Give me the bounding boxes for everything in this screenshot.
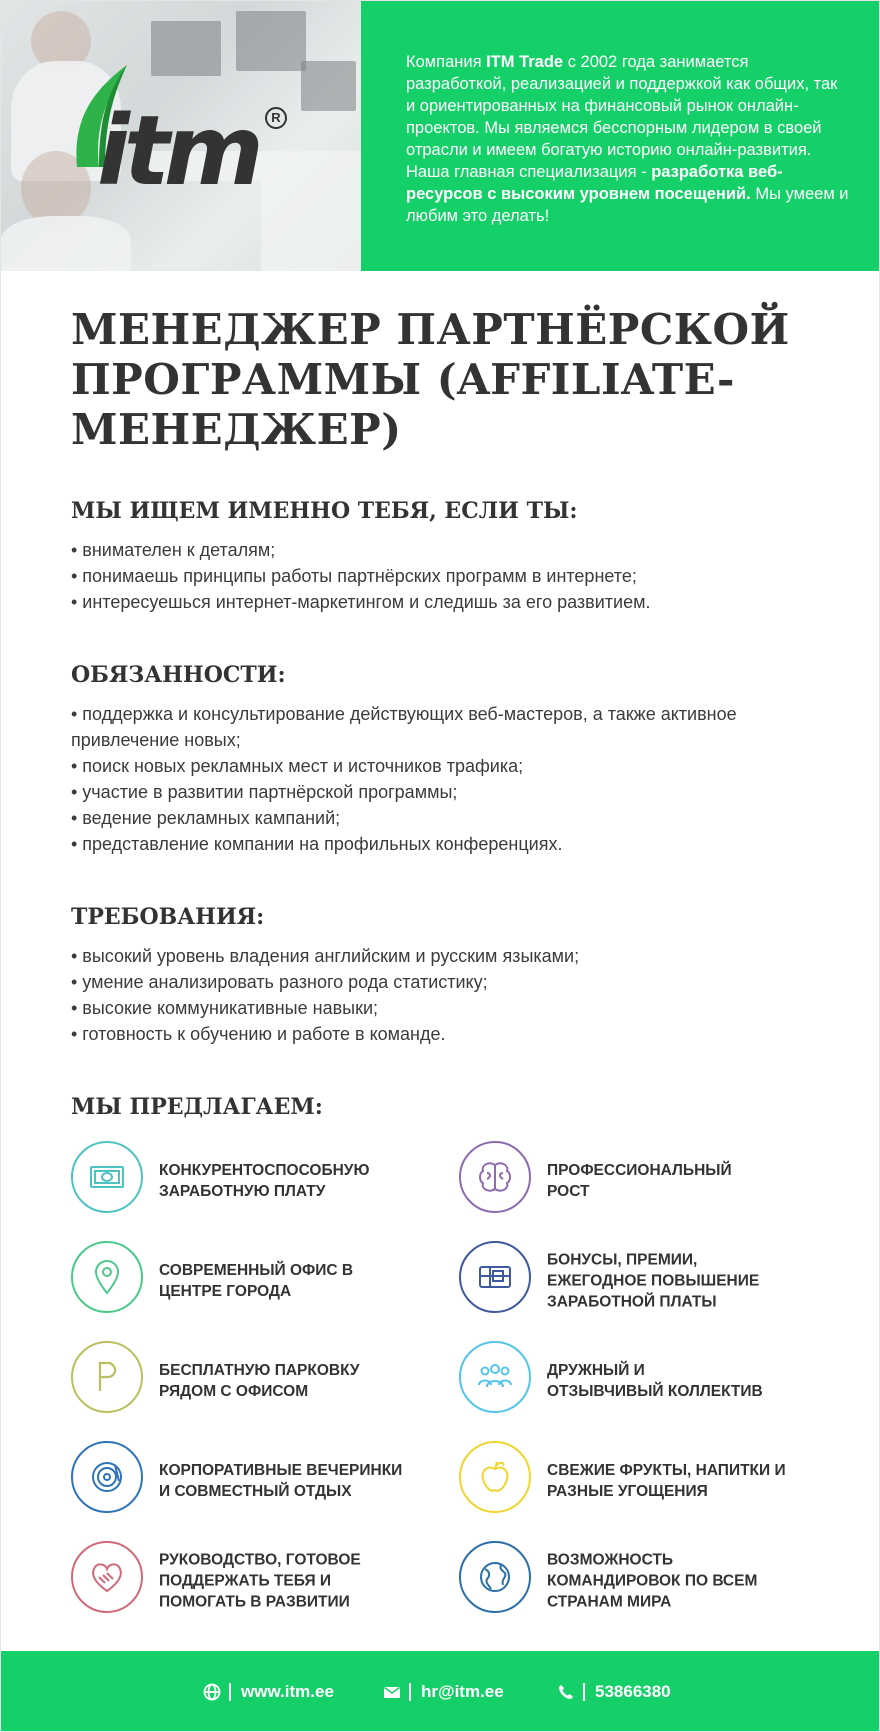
globe-icon: [203, 1683, 221, 1701]
logo-wordmark: itm: [97, 95, 258, 207]
phone-text: 53866380: [595, 1682, 671, 1701]
offer-line: ЦЕНТРЕ ГОРОДА: [159, 1283, 292, 1300]
offer-item: [71, 1441, 451, 1521]
offer-line: РУКОВОДСТВО, ГОТОВОЕ: [159, 1551, 361, 1569]
offer-line: КОРПОРАТИВНЫЕ ВЕЧЕРИНКИ: [159, 1462, 403, 1479]
offer-line: ПОДДЕРЖАТЬ ТЕБЯ И: [159, 1572, 332, 1590]
offer-line: КОМАНДИРОВОК ПО ВСЕМ: [547, 1572, 758, 1590]
vinyl-record-icon: [71, 1441, 143, 1513]
list-item: • поддержка и консультирование действующих веб-мастеров, а также активное привлечение новых;: [71, 704, 737, 750]
list-item: • понимаешь принципы работы партнёрских программ в интернете;: [71, 566, 637, 586]
email-text: hr@itm.ee: [421, 1682, 504, 1701]
list-item: • поиск новых рекламных мест и источников трафика;: [71, 756, 524, 776]
list-item: • интересуешься интернет-маркетингом и следишь за его развитием.: [71, 592, 651, 612]
location-pin-icon: [71, 1241, 143, 1313]
phone-icon: [557, 1683, 575, 1701]
offer-line: БОНУСЫ, ПРЕМИИ,: [547, 1251, 698, 1269]
globe-icon: [459, 1541, 531, 1613]
section-looking-for: [71, 497, 831, 615]
brand-name: ITM Trade: [486, 53, 564, 71]
offer-line: ПОМОГАТЬ В РАЗВИТИИ: [159, 1593, 350, 1611]
offer-line: И СОВМЕСТНЫЙ ОТДЫХ: [159, 1483, 352, 1500]
offer-line: КОНКУРЕНТОСПОСОБНУЮ: [159, 1162, 370, 1179]
list-item: • представление компании на профильных конференциях.: [71, 834, 563, 854]
offer-item: [71, 1341, 451, 1421]
section-heading: ТРЕБОВАНИЯ:: [71, 904, 265, 930]
offer-line: ВОЗМОЖНОСТЬ: [547, 1551, 674, 1569]
section-heading: ОБЯЗАННОСТИ:: [71, 662, 286, 688]
section-heading: МЫ ИЩЕМ ИМЕННО ТЕБЯ, ЕСЛИ ТЫ:: [71, 498, 578, 524]
list-item: • ведение рекламных кампаний;: [71, 808, 341, 828]
gift-card-icon: [459, 1241, 531, 1313]
website-link[interactable]: [203, 1681, 334, 1703]
offer-line: РЯДОМ С ОФИСОМ: [159, 1383, 309, 1400]
website-text: www.itm.ee: [241, 1682, 334, 1701]
section-offers: [71, 1093, 831, 1121]
main-content: [71, 305, 831, 1121]
money-icon: [71, 1141, 143, 1213]
offer-line: ПРОФЕССИОНАЛЬНЫЙ: [547, 1162, 732, 1179]
list-item: • высокие коммуникативные навыки;: [71, 998, 379, 1018]
itm-logo: [69, 63, 299, 207]
brain-icon: [459, 1141, 531, 1213]
offer-line: ОТЗЫВЧИВЫЙ КОЛЛЕКТИВ: [547, 1383, 763, 1400]
offer-item: [71, 1541, 451, 1621]
section-heading: МЫ ПРЕДЛАГАЕМ:: [71, 1094, 323, 1120]
heart-handshake-icon: [71, 1541, 143, 1613]
offer-line: ДРУЖНЫЙ И: [547, 1362, 645, 1379]
offer-item: [459, 1241, 839, 1321]
apple-icon: [459, 1441, 531, 1513]
intro-highlight: разработка веб-ресурсов с высоким уровнем посещений.: [406, 163, 783, 203]
phone-link[interactable]: [557, 1681, 671, 1703]
company-intro: [361, 1, 880, 271]
offer-line: РОСТ: [547, 1183, 590, 1200]
offer-line: СТРАНАМ МИРА: [547, 1593, 672, 1611]
list-item: • внимателен к деталям;: [71, 540, 276, 560]
header: [1, 1, 880, 271]
section-duties: [71, 661, 831, 857]
offer-line: СВЕЖИЕ ФРУКТЫ, НАПИТКИ И: [547, 1462, 786, 1479]
offer-line: БЕСПЛАТНУЮ ПАРКОВКУ: [159, 1362, 360, 1379]
footer: [1, 1651, 880, 1732]
offer-line: ЗАРАБОТНОЙ ПЛАТЫ: [547, 1293, 717, 1311]
offer-line: РАЗНЫЕ УГОЩЕНИЯ: [547, 1483, 708, 1500]
list-item: • участие в развитии партнёрской программы;: [71, 782, 458, 802]
offer-line: СОВРЕМЕННЫЙ ОФИС В: [159, 1262, 354, 1279]
offer-item: [71, 1241, 451, 1321]
section-requirements: [71, 903, 831, 1047]
envelope-icon: [383, 1683, 401, 1701]
email-link[interactable]: [383, 1681, 504, 1703]
offer-line: ЗАРАБОТНУЮ ПЛАТУ: [159, 1183, 326, 1200]
offer-item: [459, 1341, 839, 1421]
page-title: МЕНЕДЖЕР ПАРТНЁРСКОЙ ПРОГРАММЫ (AFFILIATE- МЕНЕДЖЕР): [71, 305, 790, 454]
list-item: • готовность к обучению и работе в команде.: [71, 1024, 446, 1044]
team-icon: [459, 1341, 531, 1413]
list-item: • умение анализировать разного рода статистику;: [71, 972, 488, 992]
offer-item: [71, 1141, 451, 1221]
intro-text: Компания ITM Trade с 2002 года занимается разработкой, реализацией и поддержкой как общих, так и ориентированных на финансовый рынок онлайн-проектов. Мы являемся бесспорным лидером в своей отрасли и имеем богатую историю онлайн-развития. Наша главная специализация - разработка веб-ресурсов с высоким уровнем посещений. Мы умеем и любим это делать!: [406, 53, 849, 225]
offer-line: ЕЖЕГОДНОЕ ПОВЫШЕНИЕ: [547, 1272, 760, 1290]
parking-icon: [71, 1341, 143, 1413]
registered-mark: R: [265, 107, 287, 129]
list-item: • высокий уровень владения английским и русским языками;: [71, 946, 580, 966]
offer-item: [459, 1441, 839, 1521]
offer-item: [459, 1141, 839, 1221]
offer-item: [459, 1541, 839, 1621]
